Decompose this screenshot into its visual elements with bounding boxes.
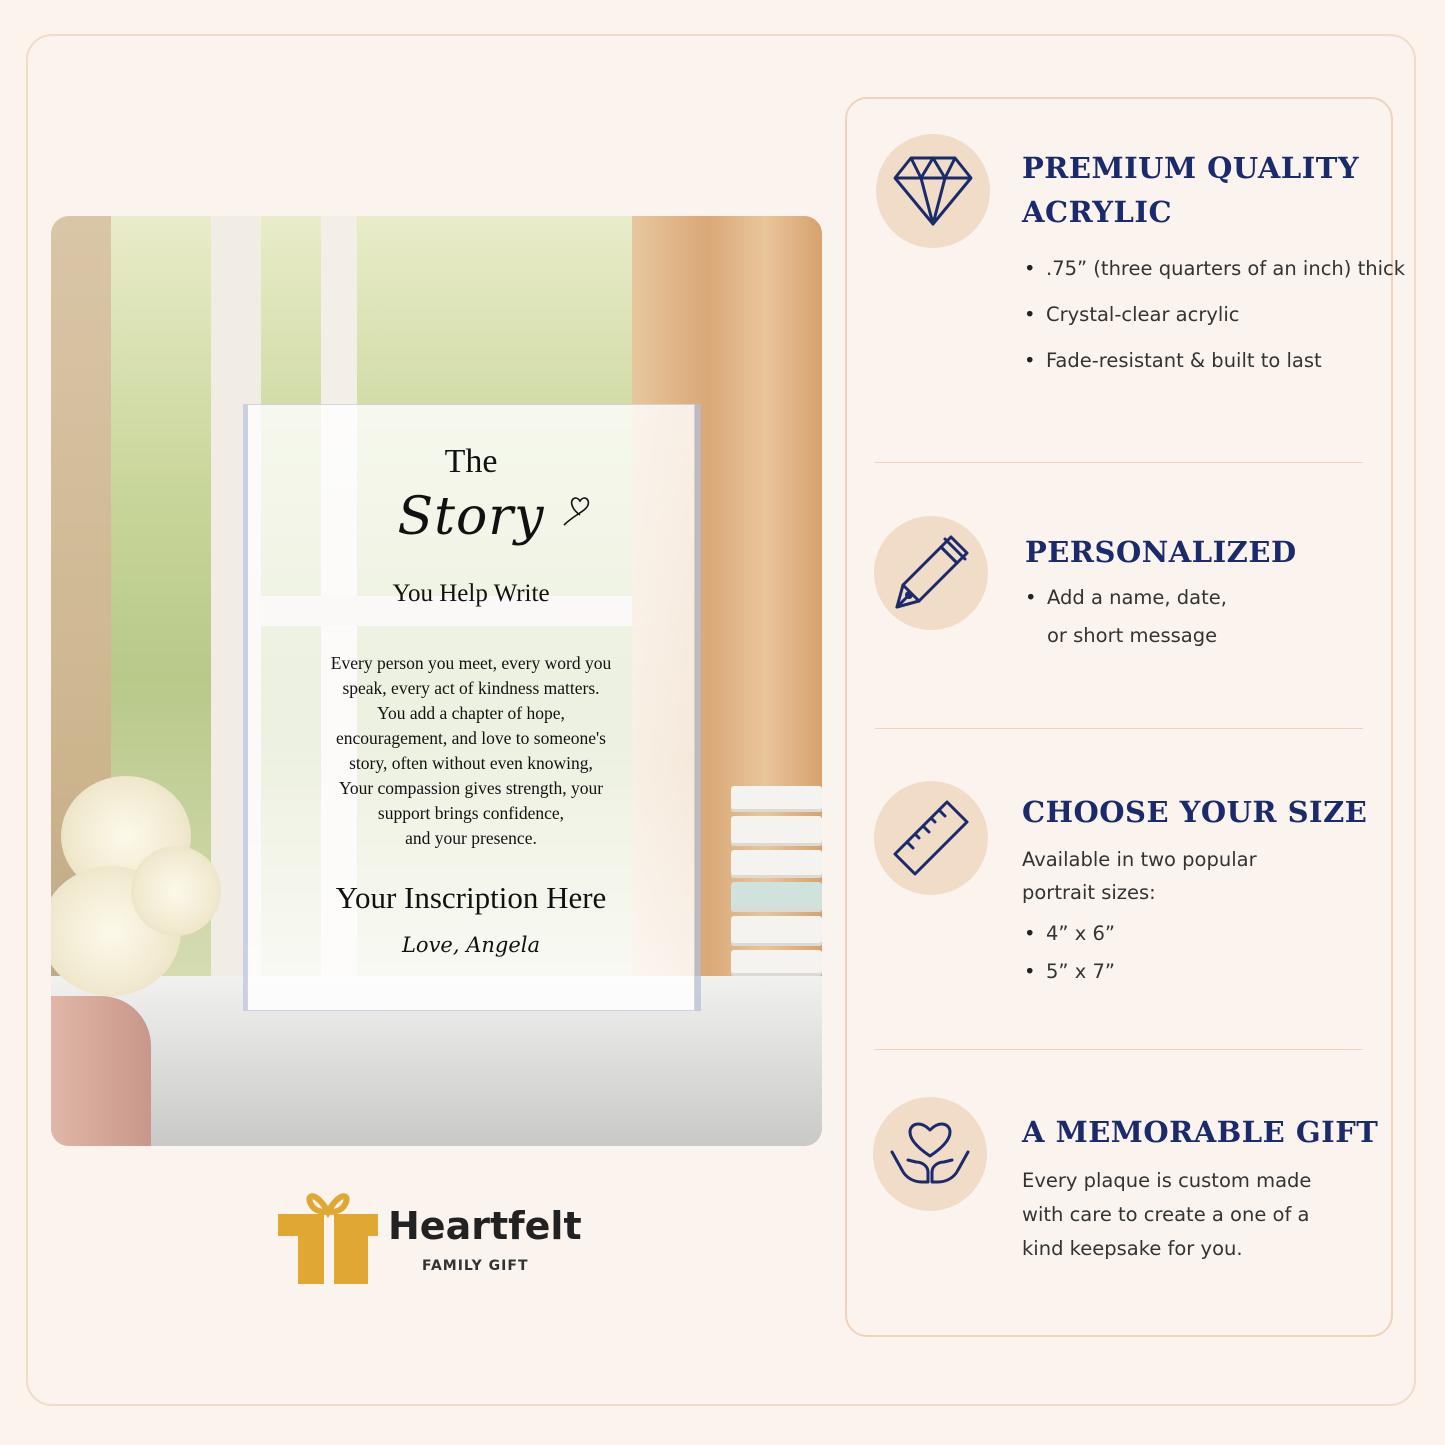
plaque-title-top: The bbox=[444, 443, 498, 480]
vase bbox=[51, 996, 151, 1146]
quality-bullet-thickness: • .75” (three quarters of an inch) thick bbox=[1046, 257, 1405, 280]
divider bbox=[875, 728, 1363, 729]
personalized-icon-badge bbox=[874, 516, 988, 630]
quality-bullet-fade: • Fade-resistant & built to last bbox=[1046, 349, 1322, 372]
size-title: CHOOSE YOUR SIZE bbox=[1022, 795, 1368, 829]
plaque-signature: Love, Angela bbox=[401, 933, 541, 957]
heart-doodle-icon bbox=[560, 493, 600, 527]
personalized-bullet: • Add a name, date, bbox=[1047, 586, 1227, 609]
gift-text-line2: with care to create a one of a bbox=[1022, 1203, 1310, 1226]
brand-tagline: FAMILY GIFT bbox=[422, 1258, 529, 1274]
diamond-icon bbox=[893, 154, 973, 228]
divider bbox=[875, 462, 1363, 463]
divider bbox=[875, 1049, 1363, 1050]
size-option-5x7: • 5” x 7” bbox=[1046, 960, 1115, 983]
plaque-subtitle: You Help Write bbox=[392, 580, 550, 607]
gift-text-line1: Every plaque is custom made bbox=[1022, 1169, 1312, 1192]
quality-title: PREMIUM QUALITY ACRYLIC bbox=[1022, 151, 1360, 229]
brand-logo bbox=[276, 1186, 606, 1286]
quality-bullet-clear: • Crystal-clear acrylic bbox=[1046, 303, 1239, 326]
ruler-icon bbox=[889, 796, 973, 880]
book-stack bbox=[731, 776, 822, 976]
size-intro-cont: portrait sizes: bbox=[1022, 881, 1156, 904]
acrylic-plaque bbox=[247, 404, 695, 1011]
plaque-inscription: Your Inscription Here bbox=[335, 880, 607, 915]
size-intro: Available in two popular bbox=[1022, 848, 1257, 871]
plaque-title-script: Story bbox=[397, 487, 545, 547]
personalized-title: PERSONALIZED bbox=[1025, 535, 1297, 569]
gift-box-icon bbox=[276, 1186, 380, 1286]
gift-icon-badge bbox=[873, 1097, 987, 1211]
fountain-pen-icon bbox=[889, 531, 973, 615]
brand-name: Heartfelt bbox=[388, 1204, 582, 1248]
gift-title: A MEMORABLE GIFT bbox=[1022, 1115, 1379, 1149]
plaque-body-text: Every person you meet, every word you speak, every act of kindness matters. You add a chapter of hope, encouragement, and love to someone's story, often without even knowing, Your compassion gives strength, your support brings confidence, and your presence. bbox=[330, 653, 612, 848]
size-option-4x6: • 4” x 6” bbox=[1046, 922, 1115, 945]
size-icon-badge bbox=[874, 781, 988, 895]
flower-bouquet bbox=[51, 776, 231, 1016]
heart-hands-icon bbox=[888, 1112, 972, 1196]
personalized-bullet-cont: or short message bbox=[1047, 624, 1218, 647]
quality-icon-badge bbox=[876, 134, 990, 248]
product-photo bbox=[51, 216, 822, 1146]
gift-text-line3: kind keepsake for you. bbox=[1022, 1237, 1243, 1260]
